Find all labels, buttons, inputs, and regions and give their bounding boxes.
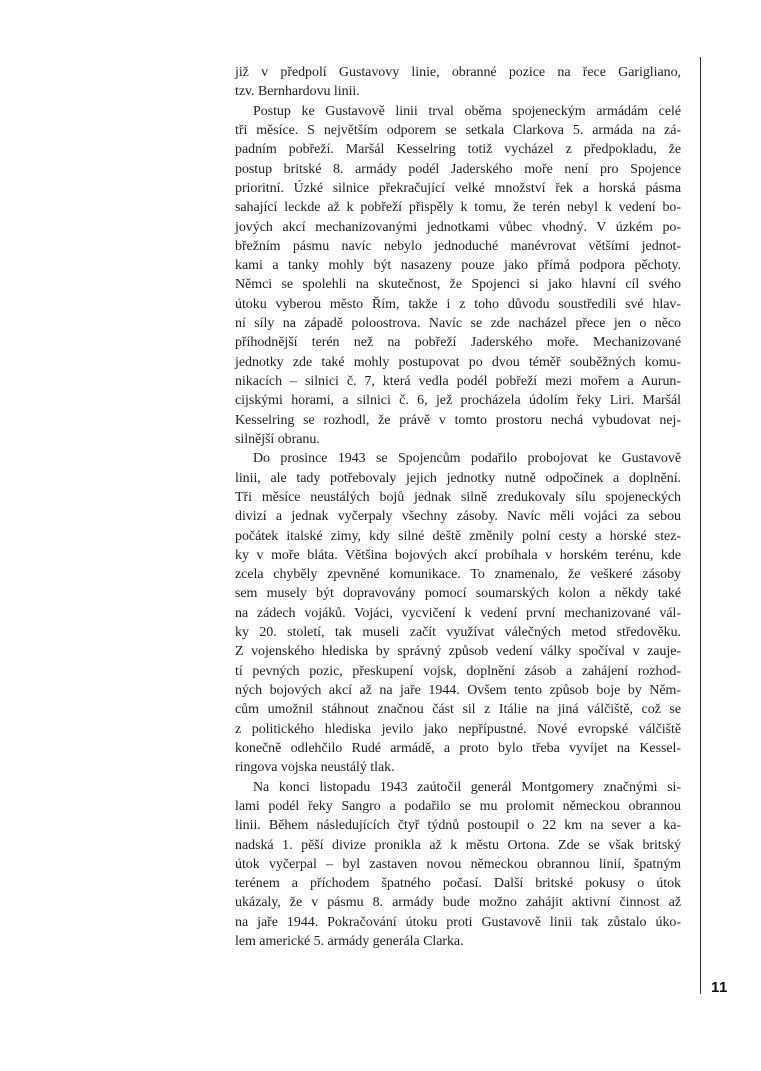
text-line: z politického hlediska jevilo jako nepřípustné. Nové evropské válčiště xyxy=(235,721,681,737)
text-line: cům umožnil stáhnout značnou část sil z Itálie na jiná válčiště, což se xyxy=(235,702,681,718)
text-line: nadská 1. pěší divize pronikla až k městu Ortona. Zde se však britský xyxy=(235,837,681,853)
text-line: jových akcí mechanizovanými jednotkami vůbec vhodný. V úzkém po- xyxy=(235,219,681,235)
text-line: ringova vojska neustálý tlak. xyxy=(235,760,395,776)
text-line: tzv. Bernhardovu linii. xyxy=(235,84,360,100)
text-line: počátek italské zimy, kdy silné deště změnily polní cesty a horské stez- xyxy=(235,528,681,544)
text-line: silnější obranu. xyxy=(235,431,320,447)
text-line: kami a tanky mohly být nasazeny pouze jako přímá podpora pěchoty. xyxy=(235,258,681,274)
text-line: již v předpolí Gustavovy linie, obranné pozice na řece Garigliano, xyxy=(235,65,681,80)
paragraph xyxy=(235,449,681,777)
text-line: tí pevných pozic, přeskupení vojsk, doplnění zásob a zahájení rozhod- xyxy=(235,663,681,679)
text-line: linii, ale tady potřebovaly jejich jednotky nutně odpočinek a doplnění. xyxy=(235,470,681,486)
text-line: útok vyčerpal – byl zastaven novou německou obrannou linií, špatným xyxy=(235,856,681,872)
paragraph xyxy=(235,778,681,952)
text-line: nikacích – silnici č. 7, která vedla podél pobřeží mezi mořem a Aurun- xyxy=(235,374,681,389)
body-text xyxy=(235,63,681,951)
text-line: lem americké 5. armády generála Clarka. xyxy=(235,934,464,950)
text-line: Postup ke Gustavově linii trval oběma spojeneckým armádám celé xyxy=(253,103,681,119)
text-line: ky v moře bláta. Většina bojových akcí probíhala v horském terénu, kde xyxy=(235,547,681,563)
text-line: cijskými horami, a silnici č. 6, jež procházela údolím řeky Liri. Maršál xyxy=(235,393,681,409)
text-line: břežním pásmu navíc nebylo jednoduché manévrovat většími jednot- xyxy=(235,238,681,254)
text-line: Němci se spolehli na skutečnost, že Spojenci si jako hlavní cíl svého xyxy=(235,277,681,293)
text-line: zcela chyběly zpevněné komunikace. To znamenalo, že veškeré zásoby xyxy=(235,567,681,583)
text-line: sahající leckde až k pobřeží přispěly k tomu, že terén nebyl k vedení bo- xyxy=(235,200,681,216)
text-line: ukázaly, že v pásmu 8. armády bude možno zahájit aktivní činnost až xyxy=(235,895,681,911)
margin-rule xyxy=(700,57,701,994)
text-line: tři měsíce. S největším odporem se setkala Clarkova 5. armáda na zá- xyxy=(235,122,681,138)
text-line: ných bojových akcí až na jaře 1944. Ovšem tento způsob boje by Něm- xyxy=(235,683,681,698)
text-line: padním pobřeží. Maršál Kesselring totiž vycházel z předpokladu, že xyxy=(235,142,681,158)
text-line: Kesselring se rozhodl, že právě v tomto prostoru nechá vybudovat nej- xyxy=(235,412,681,428)
text-line: na jaře 1944. Pokračování útoku proti Gustavově linii tak zůstalo úko- xyxy=(235,914,681,930)
text-line: příhodnější terén než na pobřeží Jaderského moře. Mechanizované xyxy=(235,335,681,351)
text-line: konečně odlehčilo Rudé armádě, a proto bylo třeba vyvíjet na Kessel- xyxy=(235,740,681,756)
text-line: na zádech vojáků. Vojáci, vycvičení k vedení první mechanizované vál- xyxy=(235,605,681,621)
text-line: prioritní. Úzké silnice překračující velké množství řek a horská pásma xyxy=(235,180,681,196)
page-number: 11 xyxy=(711,979,728,996)
text-line: sem musely být dopravovány pomocí soumarských kolon a někdy také xyxy=(235,586,681,602)
text-line: ní síly na západě poloostrova. Navíc se zde nacházel přece jen o něco xyxy=(235,316,681,332)
text-line: terénem a příchodem špatného počasí. Další britské pokusy o útok xyxy=(235,876,681,892)
paragraph xyxy=(235,102,681,450)
text-line: Z vojenského hlediska by správný způsob vedení války spočíval v zauje- xyxy=(235,644,681,660)
text-line: Na konci listopadu 1943 zaútočil generál Montgomery značnými si- xyxy=(253,779,681,795)
paragraph xyxy=(235,63,681,102)
text-line: postup britské 8. armády podél Jaderského moře není pro Spojence xyxy=(235,161,681,177)
text-line: útoku vyberou město Řím, takže i z toho důvodu soustředili své hlav- xyxy=(235,296,681,312)
text-line: Tři měsíce neustálých bojů jednak silně zredukovaly sílu spojeneckých xyxy=(235,489,681,505)
text-line: divizí a jednak vyčerpaly všechny zásoby. Navíc měli vojáci za sebou xyxy=(235,509,681,525)
text-line: jednotky zde také mohly postupovat po dvou téměř souběžných komu- xyxy=(235,354,681,370)
text-line: ky 20. století, tak museli začít využívat válečných metod středověku. xyxy=(235,625,681,641)
text-line: lami podél řeky Sangro a podařilo se mu prolomit německou obrannou xyxy=(235,798,681,814)
text-line: Do prosince 1943 se Spojencům podařilo probojovat ke Gustavově xyxy=(253,451,681,467)
text-line: linii. Během následujících čtyř týdnů postoupil o 22 km na sever a ka- xyxy=(235,818,681,834)
